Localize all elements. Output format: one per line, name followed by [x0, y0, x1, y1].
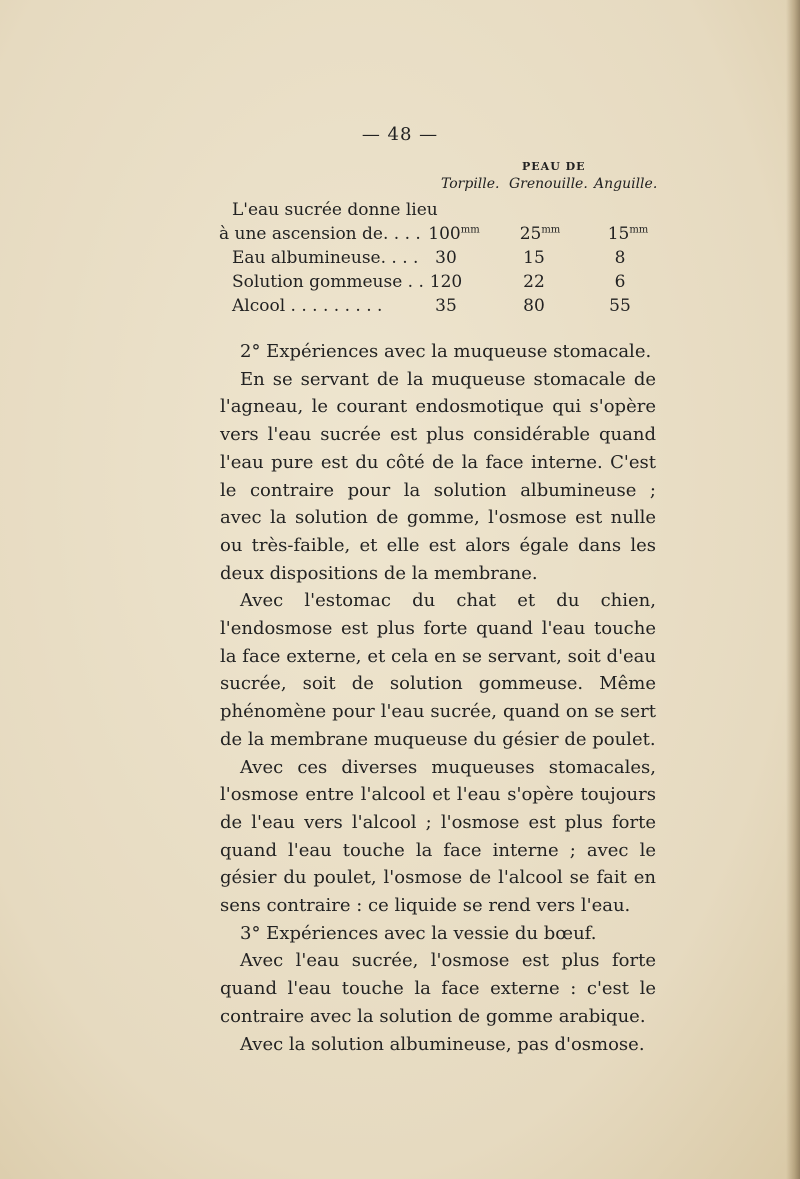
body-text	[220, 338, 656, 1058]
table-intro-label: L'eau sucrée donne lieu	[232, 200, 438, 220]
table-cell: $25^{mm}$	[519, 224, 561, 244]
table-cell: 30	[435, 248, 457, 268]
table-cell: 6	[614, 272, 626, 292]
row-label: Eau albumineuse. . . .	[232, 248, 419, 268]
paragraph: Avec l'estomac du chat et du chien, l'endosmose est plus forte quand l'eau touche la face externe, et cela en se servant, soit d'eau sucrée, soit de solution gommeuse. Même phénomène pour l'eau sucrée, quand on se sert de la membrane muqueuse du gésier de poulet.	[220, 590, 656, 750]
table-cell: 15	[523, 248, 545, 268]
data-table	[0, 0, 800, 340]
table-cell: 80	[523, 296, 545, 316]
row-label: à une ascension de. . . .	[219, 224, 421, 244]
row-label: Alcool . . . . . . . . .	[232, 296, 383, 316]
table-cell: 8	[614, 248, 626, 268]
table-cell: 22	[523, 272, 545, 292]
column-header-grenouille: Grenouille.	[509, 176, 588, 192]
column-header-anguille: Anguille.	[594, 176, 658, 192]
paragraph: Avec ces diverses muqueuses stomacales, l'osmose entre l'alcool et l'eau s'opère toujours de l'eau vers l'alcool ; l'osmose est plus forte quand l'eau touche la face interne ; avec le gésier du poulet, l'osmose de l'alcool se fait en sens contraire : ce liquide se rend vers l'eau.	[220, 756, 656, 917]
header-group-label: PEAU DE	[522, 160, 586, 173]
table-cell: 120	[429, 272, 463, 292]
table-cell: $100^{mm}$	[428, 224, 480, 244]
page-number: — 48 —	[361, 124, 439, 145]
section-heading: 3° Expériences avec la vessie du bœuf.	[240, 922, 597, 944]
paragraph: En se servant de la muqueuse stomacale de l'agneau, le courant endosmotique qui s'opère vers l'eau sucrée est plus considérable quand l'eau pure est du côté de la face interne. C'est le contraire pour la solution albumineuse ; avec la solution de gomme, l'osmose est nulle ou très-faible, et elle est alors égale dans les deux dispositions de la membrane.	[220, 368, 656, 584]
table-cell: 35	[435, 296, 457, 316]
table-cell: $15^{mm}$	[607, 224, 649, 244]
paragraph: Avec l'eau sucrée, l'osmose est plus forte quand l'eau touche la face externe : c'est le contraire avec la solution de gomme arabique.	[220, 950, 656, 1027]
paragraph: Avec la solution albumineuse, pas d'osmose.	[240, 1033, 645, 1055]
section-heading: 2° Expériences avec la muqueuse stomacale.	[240, 341, 652, 362]
table-cell: 55	[609, 296, 631, 316]
column-header-torpille: Torpille.	[441, 176, 500, 192]
row-label: Solution gommeuse . .	[232, 272, 424, 292]
